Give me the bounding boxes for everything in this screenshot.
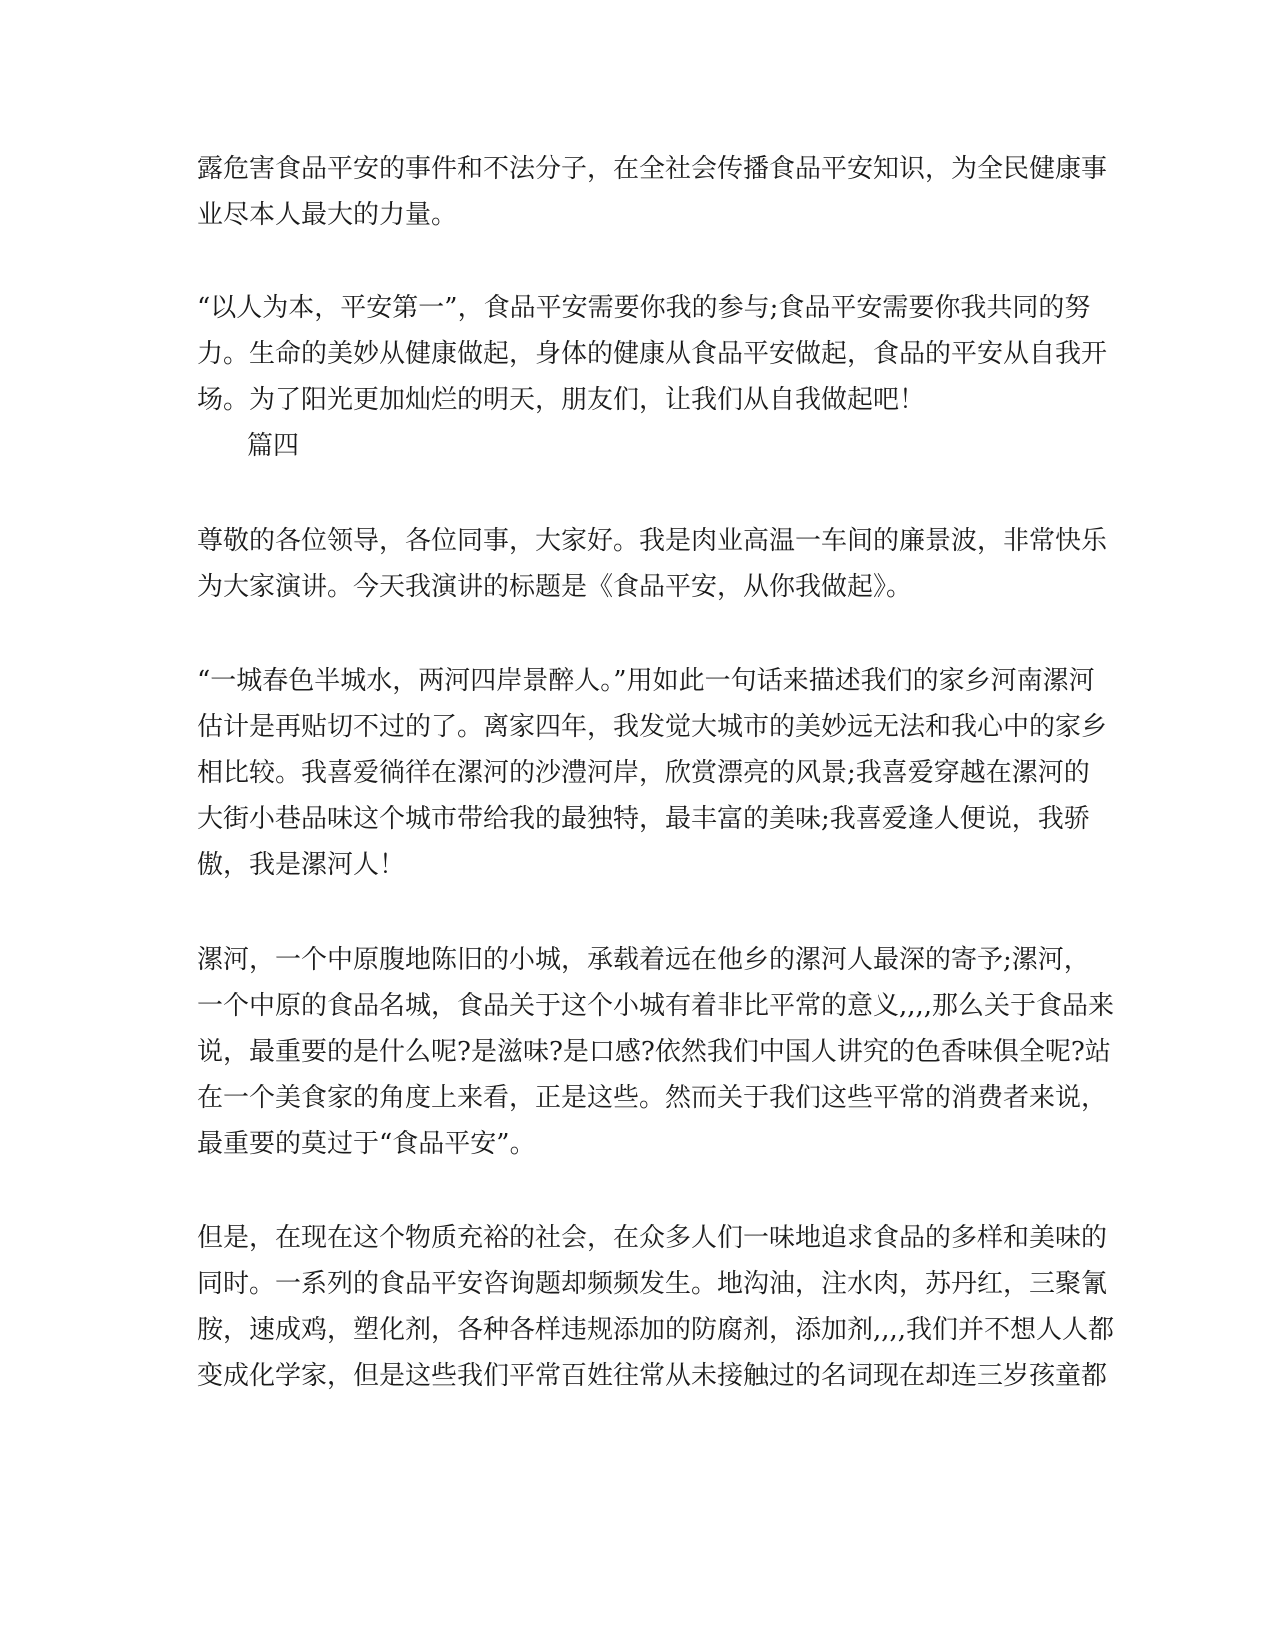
text-line: 但是，在现在这个物质充裕的社会，在众多人们一味地追求食品的多样和美味的 <box>197 1223 1108 1253</box>
text-line: “以人为本，平安第一”，食品平安需要你我的参与;食品平安需要你我共同的努 <box>197 293 1091 323</box>
text-line: 一个中原的食品名城，食品关于这个小城有着非比平常的意义,,,,那么关于食品来 <box>197 991 1115 1021</box>
text-line: 业尽本人最大的力量。 <box>197 200 458 230</box>
text-line: 相比较。我喜爱徜徉在漯河的沙澧河岸，欣赏漂亮的风景;我喜爱穿越在漯河的 <box>197 758 1090 788</box>
text-line: 力。生命的美妙从健康做起，身体的健康从食品平安做起，食品的平安从自我开 <box>197 339 1108 369</box>
text-line: 胺，速成鸡，塑化剂，各种各样违规添加的防腐剂，添加剂,,,,我们并不想人人都 <box>197 1315 1115 1345</box>
text-line: 露危害食品平安的事件和不法分子，在全社会传播食品平安知识，为全民健康事 <box>197 154 1108 184</box>
text-line: 漯河，一个中原腹地陈旧的小城，承载着远在他乡的漯河人最深的寄予;漯河， <box>197 945 1090 975</box>
text-line: 大街小巷品味这个城市带给我的最独特，最丰富的美味;我喜爱逢人便说，我骄 <box>197 804 1090 834</box>
text-line: 为大家演讲。今天我演讲的标题是《食品平安，从你我做起》。 <box>197 572 913 602</box>
text-line: 说，最重要的是什么呢?是滋味?是口感?依然我们中国人讲究的色香味俱全呢?站 <box>197 1037 1111 1067</box>
text-line: 尊敬的各位领导，各位同事，大家好。我是肉业高温一车间的廉景波，非常快乐 <box>197 526 1108 556</box>
text-line: 估计是再贴切不过的了。离家四年，我发觉大城市的美妙远无法和我心中的家乡 <box>197 712 1108 742</box>
text-line: 在一个美食家的角度上来看，正是这些。然而关于我们这些平常的消费者来说， <box>197 1083 1108 1113</box>
text-line: 傲，我是漯河人！ <box>197 850 406 880</box>
text-line: 场。为了阳光更加灿烂的明天，朋友们，让我们从自我做起吧！ <box>197 385 926 415</box>
text-line: 最重要的莫过于“食品平安”。 <box>197 1129 536 1159</box>
text-line: 同时。一系列的食品平安咨询题却频频发生。地沟油，注水肉，苏丹红，三聚氰 <box>197 1269 1108 1299</box>
text-line: 变成化学家，但是这些我们平常百姓往常从未接触过的名词现在却连三岁孩童都 <box>197 1361 1108 1391</box>
section-heading: 篇四 <box>247 431 300 461</box>
text-line: “一城春色半城水，两河四岸景醉人。”用如此一句话来描述我们的家乡河南漯河 <box>197 666 1095 696</box>
